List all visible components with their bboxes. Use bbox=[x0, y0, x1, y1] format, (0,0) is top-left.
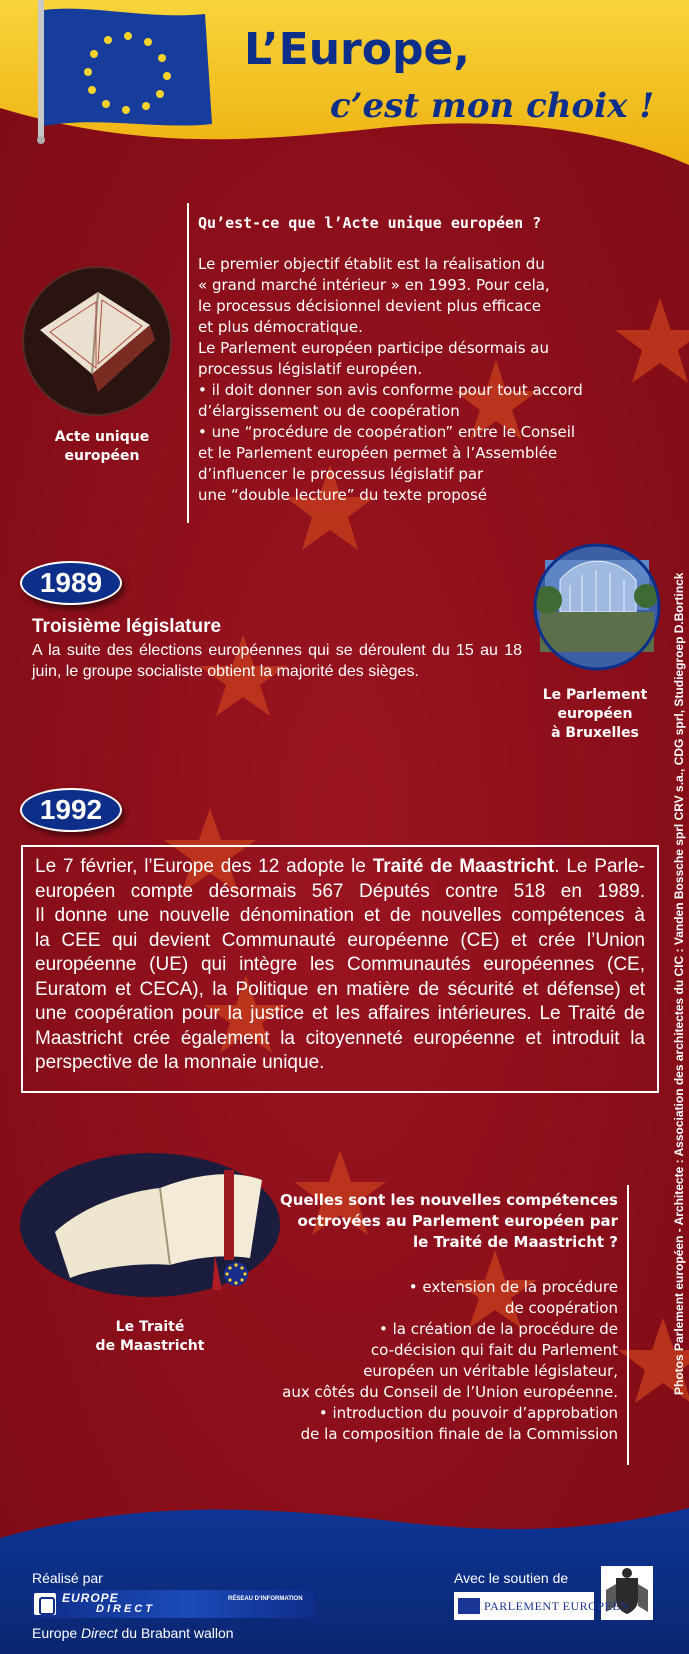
caption-line: européen bbox=[64, 448, 140, 464]
text-segment: Direct bbox=[81, 1625, 118, 1641]
acte-answer bbox=[198, 254, 583, 506]
maastricht-text-box bbox=[21, 845, 659, 1093]
answer-line: • extension de la procédure bbox=[408, 1278, 618, 1296]
page-title: L’Europe, bbox=[244, 24, 470, 75]
made-by-label: Réalisé par bbox=[32, 1570, 103, 1586]
maastricht-line: européenne (UE) qui intègre les Communautés européennes (CE, bbox=[35, 954, 645, 975]
answer-line: aux côtés du Conseil de l’Union européenne. bbox=[282, 1383, 618, 1401]
logo-network-text: RÉSEAU D’INFORMATION bbox=[228, 1596, 303, 1602]
acte-divider bbox=[187, 203, 189, 523]
parliament-logo bbox=[454, 1592, 630, 1620]
maastricht-divider bbox=[627, 1185, 629, 1465]
acte-line: • il doit donner son avis conforme pour tout accord bbox=[198, 381, 583, 399]
question-line: Quelles sont les nouvelles compétences bbox=[280, 1191, 618, 1209]
acte-line: une “double lecture” du texte proposé bbox=[198, 486, 487, 504]
caption-line: Le Traité bbox=[115, 1319, 185, 1335]
acte-line: le processus décisionnel devient plus efficace bbox=[198, 297, 542, 315]
maastricht-photo-caption bbox=[85, 1318, 215, 1356]
acte-question-title: Qu’est-ce que l’Acte unique européen ? bbox=[198, 214, 542, 232]
answer-line: de la composition finale de la Commission bbox=[300, 1425, 618, 1443]
acte-line: d’élargissement ou de coopération bbox=[198, 402, 460, 420]
caption-line: européen bbox=[557, 706, 633, 722]
parliament-logo-text: PARLEMENT EUROPEEN bbox=[484, 1599, 630, 1613]
maastricht-line: Maastricht crée également la citoyenneté européenne et introduit la bbox=[35, 1027, 645, 1049]
acte-line: Le premier objectif établit est la réalisation du bbox=[198, 255, 545, 273]
acte-line: et le Parlement européen permet à l’Assemblée bbox=[198, 444, 558, 462]
answer-line: • introduction du pouvoir d’approbation bbox=[318, 1404, 618, 1422]
maastricht-line: Il donne une nouvelle dénomination et de nouvelles compétences à bbox=[35, 905, 645, 926]
logo-direct-text: DIRECT bbox=[96, 1603, 155, 1615]
acte-unique-photo bbox=[23, 267, 171, 415]
maastricht-answer bbox=[282, 1277, 618, 1445]
acte-line: Le Parlement européen participe désormais au bbox=[198, 339, 549, 357]
acte-photo-caption bbox=[37, 428, 167, 466]
europe-direct-emblem-icon bbox=[34, 1593, 56, 1615]
support-label: Avec le soutien de bbox=[454, 1570, 569, 1586]
maastricht-line: européen compte désormais 567 Députés contre 518 en 1989. bbox=[35, 880, 645, 902]
parlement-photo bbox=[534, 545, 659, 669]
question-line: le Traité de Maastricht ? bbox=[413, 1233, 618, 1251]
caption-line: à Bruxelles bbox=[551, 725, 639, 741]
europe-direct-logo bbox=[32, 1590, 315, 1618]
photo-credits: Photos Parlement européen - Architecte : Association des architectes du CIC : Vanden Bossche sprl CRV s.a., CDG sprl, Studiegroep D.Bortinck bbox=[672, 572, 686, 1395]
year-badge-1989: 1989 bbox=[20, 561, 122, 605]
acte-line: et plus démocratique. bbox=[198, 318, 363, 336]
parlement-photo-caption bbox=[530, 686, 660, 743]
maastricht-line: Euratom et CECA), la Politique en matière de sécurité et défense) et bbox=[35, 978, 645, 1000]
text-segment: . Le Parle- bbox=[554, 856, 645, 877]
maastricht-line-first bbox=[35, 855, 645, 880]
year-badge-1992: 1992 bbox=[20, 788, 122, 832]
answer-line: de coopération bbox=[505, 1299, 618, 1317]
acte-line: • une “procédure de coopération” entre le Conseil bbox=[198, 423, 576, 441]
organisation-name bbox=[32, 1625, 234, 1641]
text-segment: du Brabant wallon bbox=[117, 1625, 234, 1641]
acte-line: processus législatif européen. bbox=[198, 360, 423, 378]
answer-line: co-décision qui fait du Parlement bbox=[370, 1341, 618, 1359]
maastricht-photo bbox=[20, 1153, 280, 1297]
acte-line: « grand marché intérieur » en 1993. Pour cela, bbox=[198, 276, 550, 294]
page-subtitle: c’est mon choix ! bbox=[330, 86, 655, 126]
caption-line: Le Parlement bbox=[542, 687, 648, 703]
question-line: octroyées au Parlement européen par bbox=[297, 1212, 618, 1230]
text-segment: Le 7 février, l’Europe des 12 adopte le bbox=[35, 856, 373, 877]
flag-pole bbox=[38, 0, 44, 140]
maastricht-line: perspective de la monnaie unique. bbox=[35, 1052, 325, 1073]
caption-line: de Maastricht bbox=[95, 1338, 205, 1354]
maastricht-line: une coopération pour la justice et les affaires intérieures. Le Traité de bbox=[35, 1003, 645, 1024]
text-segment: Europe bbox=[32, 1625, 82, 1641]
treaty-name: Traité de Maastricht bbox=[372, 856, 555, 877]
answer-line: européen un véritable législateur, bbox=[363, 1362, 618, 1380]
parliament-flag-icon bbox=[458, 1598, 480, 1614]
legislature-heading: Troisième législature bbox=[32, 616, 222, 637]
caption-line: Acte unique bbox=[54, 429, 150, 445]
logo-europe-text: EUROPE bbox=[62, 1591, 119, 1605]
legislature-text: A la suite des élections européennes qui se déroulent du 15 au 18 juin, le groupe socialiste obtient la majorité des sièges. bbox=[32, 642, 522, 680]
maastricht-line: la CEE qui devient Communauté européenne (CE) et crée l’Union bbox=[35, 929, 645, 951]
acte-line: d’influencer le processus législatif par bbox=[198, 465, 484, 483]
maastricht-question-title bbox=[280, 1190, 618, 1253]
answer-line: • la création de la procédure de bbox=[378, 1320, 618, 1338]
